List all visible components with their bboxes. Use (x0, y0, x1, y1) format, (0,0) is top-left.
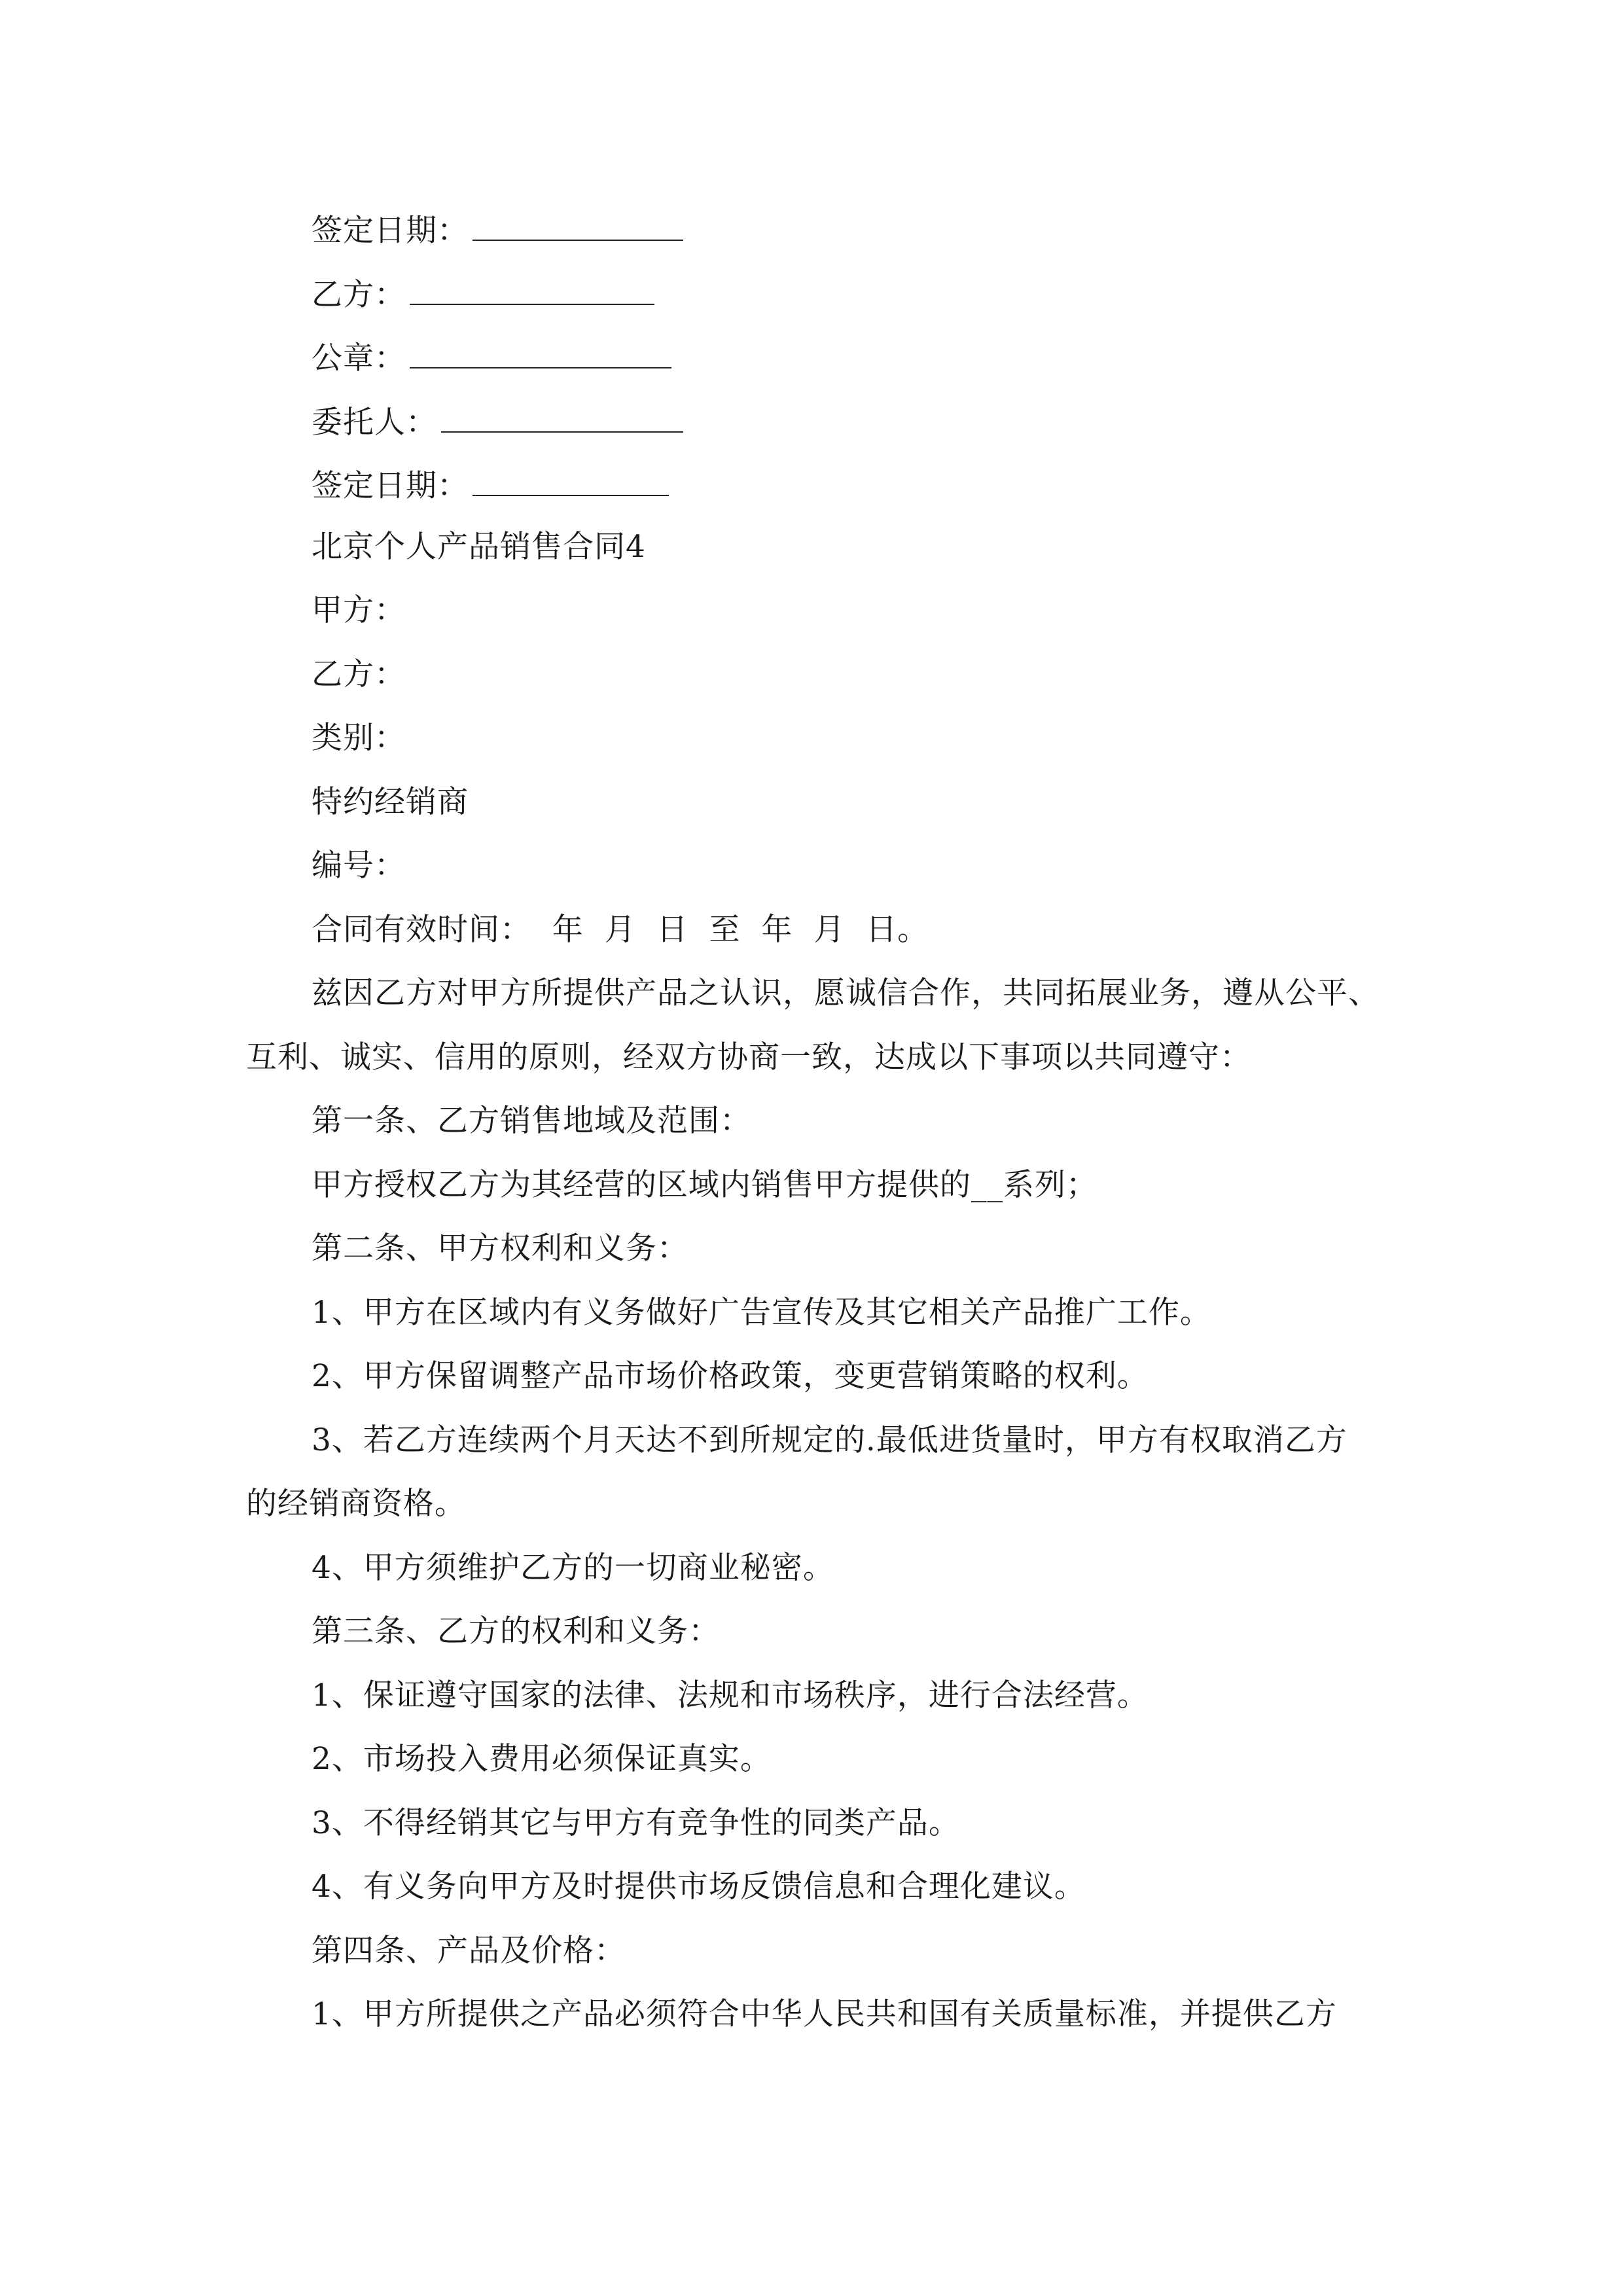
article-3-item-4: 4、有义务向甲方及时提供市场反馈信息和合理化建议。 (312, 1869, 1086, 1905)
article-2-title: 第二条、甲方权利和义务： (312, 1230, 688, 1266)
sign-date-blank-2 (473, 463, 669, 496)
article-3-item-3: 3、不得经销其它与甲方有竞争性的同类产品。 (312, 1805, 960, 1841)
contract-title: 北京个人产品销售合同4 (312, 529, 646, 565)
agent-label: 委托人： (312, 404, 437, 440)
article-2-item-4: 4、甲方须维护乙方的一切商业秘密。 (312, 1550, 834, 1586)
article-3-item-1: 1、保证遵守国家的法律、法规和市场秩序，进行合法经营。 (312, 1677, 1149, 1713)
sign-date-row-2 (312, 463, 669, 506)
category-label: 类别： (312, 720, 406, 756)
agent-blank (441, 400, 683, 433)
article-2-item-1: 1、甲方在区域内有义务做好广告宣传及其它相关产品推广工作。 (312, 1295, 1211, 1331)
article-2-item-2: 2、甲方保留调整产品市场价格政策，变更营销策略的权利。 (312, 1358, 1149, 1394)
sign-date-row-1 (312, 208, 683, 251)
article-2-item-3-line-1: 3、若乙方连续两个月天达不到所规定的.最低进货量时，甲方有权取消乙方 (312, 1422, 1347, 1458)
validity-period: 合同有效时间： 年 月 日 至 年 月 日。 (312, 912, 929, 948)
article-2-item-3-line-2: 的经销商资格。 (246, 1486, 466, 1522)
agent-row (312, 400, 683, 442)
article-1-title: 第一条、乙方销售地域及范围： (312, 1103, 751, 1139)
seal-row (312, 336, 671, 378)
sign-date-blank (473, 208, 683, 241)
party-b-sign-row (312, 272, 654, 315)
seal-label: 公章： (312, 340, 406, 376)
preamble-line-1: 兹因乙方对甲方所提供产品之认识，愿诚信合作，共同拓展业务，遵从公平、 (312, 975, 1380, 1011)
party-a-label: 甲方： (312, 592, 406, 628)
sign-date-label-2: 签定日期： (312, 468, 469, 504)
article-1-text: 甲方授权乙方为其经营的区域内销售甲方提供的__系列； (312, 1167, 1097, 1203)
seal-blank (410, 336, 671, 368)
party-b-sign-blank (410, 272, 654, 305)
sign-date-label: 签定日期： (312, 213, 469, 249)
article-3-title: 第三条、乙方的权利和义务： (312, 1613, 720, 1649)
article-4-title: 第四条、产品及价格： (312, 1933, 626, 1969)
category-value: 特约经销商 (312, 784, 469, 820)
party-b-label: 乙方： (312, 656, 406, 692)
article-3-item-2: 2、市场投入费用必须保证真实。 (312, 1741, 772, 1777)
number-label: 编号： (312, 848, 406, 884)
article-4-item-1-line-1: 1、甲方所提供之产品必须符合中华人民共和国有关质量标准，并提供乙方 (312, 1996, 1337, 2032)
party-b-sign-label: 乙方： (312, 277, 406, 313)
preamble-line-2: 互利、诚实、信用的原则，经双方协商一致，达成以下事项以共同遵守： (246, 1039, 1251, 1075)
